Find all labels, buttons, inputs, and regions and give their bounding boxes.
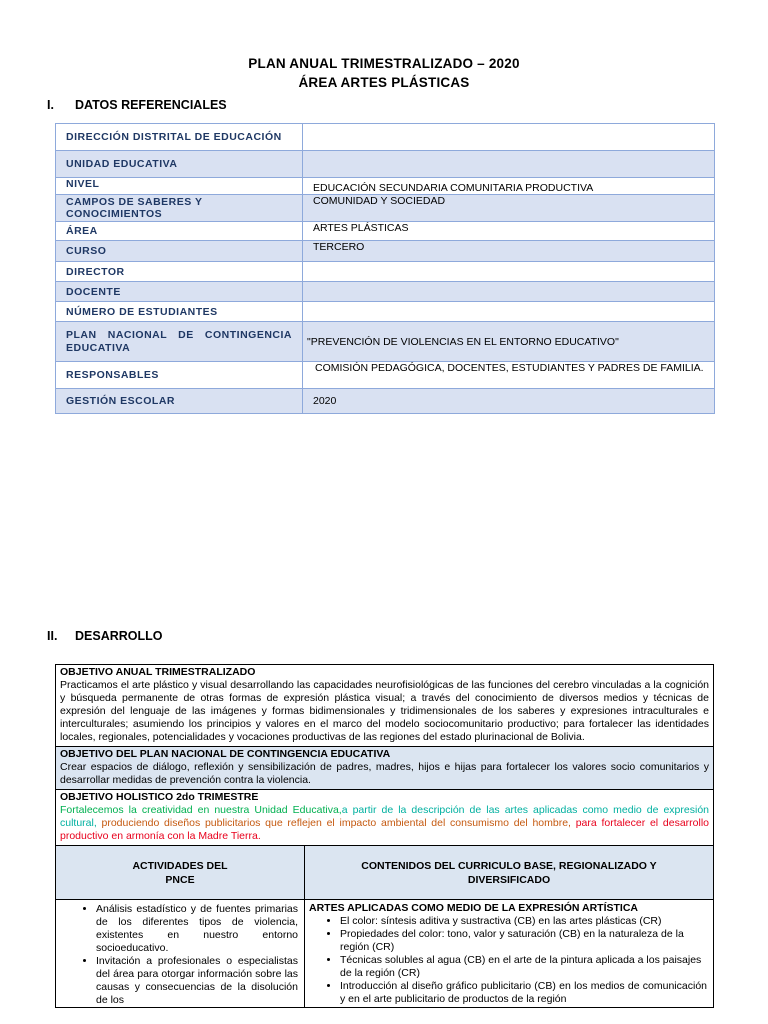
ref-value (303, 124, 715, 151)
ref-value: EDUCACIÓN SECUNDARIA COMUNITARIA PRODUCTIVA (303, 178, 715, 195)
actividades-header: ACTIVIDADES DEL PNCE (56, 846, 304, 900)
objetivo-anual-text: Practicamos el arte plástico y visual desarrollando las capacidades neurofisiológicas de las funciones del cerebro vinculadas a la cognición y búsqueda permanente de otras formas de expresión plástica visual; a través del conocimiento de diversos medios y técnicas de expresión del lenguaje de las imágenes y formas bidimensionales y tridimensionales de los saberes y expresiones intraculturales e interculturales; asumiendo los principios y valores en el marco del modelo sociocomunitario productivo; para fortalecer las identidades locales, regionales, potencialidades y vocaciones productivas de las regiones del estado plurinacional de Bolivia. (60, 679, 709, 743)
ref-label: CAMPOS DE SABERES Y CONOCIMIENTOS (56, 195, 303, 222)
ref-label: ÁREA (56, 222, 303, 241)
section-number: II. (47, 629, 58, 643)
ref-value (303, 302, 715, 322)
ref-label: DOCENTE (56, 282, 303, 302)
actividades-column (56, 846, 305, 1007)
document-title: PLAN ANUAL TRIMESTRALIZADO – 2020 (248, 56, 520, 71)
ref-value: TERCERO (303, 241, 715, 262)
ref-label: PLAN NACIONAL DE CONTINGENCIA EDUCATIVA (56, 322, 303, 362)
ref-value (303, 262, 715, 282)
section-title: DESARROLLO (75, 629, 163, 643)
section-heading-desarrollo (47, 629, 163, 643)
datos-referenciales-table (55, 123, 715, 414)
holistico-ser: Fortalecemos la creatividad en nuestra Unidad Educativa, (60, 804, 342, 816)
ref-label: RESPONSABLES (56, 362, 303, 389)
section-title: DATOS REFERENCIALES (75, 98, 227, 112)
contenidos-list (305, 915, 713, 1006)
contenidos-heading: ARTES APLICADAS COMO MEDIO DE LA EXPRESIÓN ARTÍSTICA (309, 902, 639, 914)
ref-value: "PREVENCIÓN DE VIOLENCIAS EN EL ENTORNO EDUCATIVO" (303, 322, 715, 362)
document-subtitle: ÁREA ARTES PLÁSTICAS (298, 75, 470, 90)
section-heading-datos (47, 98, 227, 112)
objetivo-anual-block (56, 665, 713, 747)
holistico-hacer: produciendo diseños publicitarios que reflejen el impacto ambiental del consumismo del hombre, (96, 817, 571, 829)
actividades-contenidos-grid (56, 846, 713, 1007)
contenidos-header: CONTENIDOS DEL CURRICULO BASE, REGIONALIZADO Y DIVERSIFICADO (305, 846, 713, 900)
objetivo-pnce-heading: OBJETIVO DEL PLAN NACIONAL DE CONTINGENCIA EDUCATIVA (60, 748, 391, 760)
ref-label: NÚMERO DE ESTUDIANTES (56, 302, 303, 322)
objetivo-pnce-block (56, 747, 713, 790)
ref-value: ARTES PLÁSTICAS (303, 222, 715, 241)
list-item: • Invitación a profesionales o especialistas del área para otorgar información sobre las causas y consecuencias de la disolución de los (96, 955, 298, 1007)
ref-value: COMUNIDAD Y SOCIEDAD (303, 195, 715, 222)
ref-label: CURSO (56, 241, 303, 262)
list-item: • Análisis estadístico y de fuentes primarias de los diferentes tipos de violencia, existentes en nuestro entorno socioeducativo. (96, 903, 298, 955)
objetivo-holistico-block (56, 790, 713, 846)
list-item: • El color: síntesis aditiva y sustractiva (CB) en las artes plásticas (CR) (340, 915, 707, 928)
ref-label: UNIDAD EDUCATIVA (56, 151, 303, 178)
ref-value: COMISIÓN PEDAGÓGICA, DOCENTES, ESTUDIANTES Y PADRES DE FAMILIA. (303, 362, 715, 389)
list-item: • Técnicas solubles al agua (CB) en el arte de la pintura aplicada a los paisajes de la región (CR) (340, 954, 707, 980)
desarrollo-table (55, 664, 714, 1008)
section-number: I. (47, 98, 54, 112)
list-item: • Propiedades del color: tono, valor y saturación (CB) en la naturaleza de la región (CR) (340, 928, 707, 954)
actividades-list (56, 903, 304, 1007)
objetivo-holistico-heading: OBJETIVO HOLISTICO 2do TRIMESTRE (60, 791, 259, 803)
ref-label: GESTIÓN ESCOLAR (56, 389, 303, 414)
ref-label: DIRECTOR (56, 262, 303, 282)
ref-value: 2020 (303, 389, 715, 414)
objetivo-anual-heading: OBJETIVO ANUAL TRIMESTRALIZADO (60, 666, 256, 678)
objetivo-holistico-text (60, 804, 709, 843)
objetivo-pnce-text: Crear espacios de diálogo, reflexión y sensibilización de padres, madres, hijos e hijas para fortalecer los valores socio comunitarios y desarrollar medidas de prevención contra la violencia. (60, 761, 709, 786)
holistico-decidir: para fortalecer el desarrollo productivo en armonía con la Madre Tierra. (60, 817, 709, 842)
ref-value (303, 151, 715, 178)
ref-label: DIRECCIÓN DISTRITAL DE EDUCACIÓN (56, 124, 303, 151)
ref-label: NIVEL (56, 178, 303, 195)
holistico-saber: a partir de la descripción de las artes aplicadas como medio de expresión cultural, (60, 804, 709, 829)
contenidos-column (305, 846, 713, 1007)
ref-value (303, 282, 715, 302)
list-item: • Introducción al diseño gráfico publicitario (CB) en los medios de comunicación y en el arte publicitario de productos de la región (340, 980, 707, 1006)
